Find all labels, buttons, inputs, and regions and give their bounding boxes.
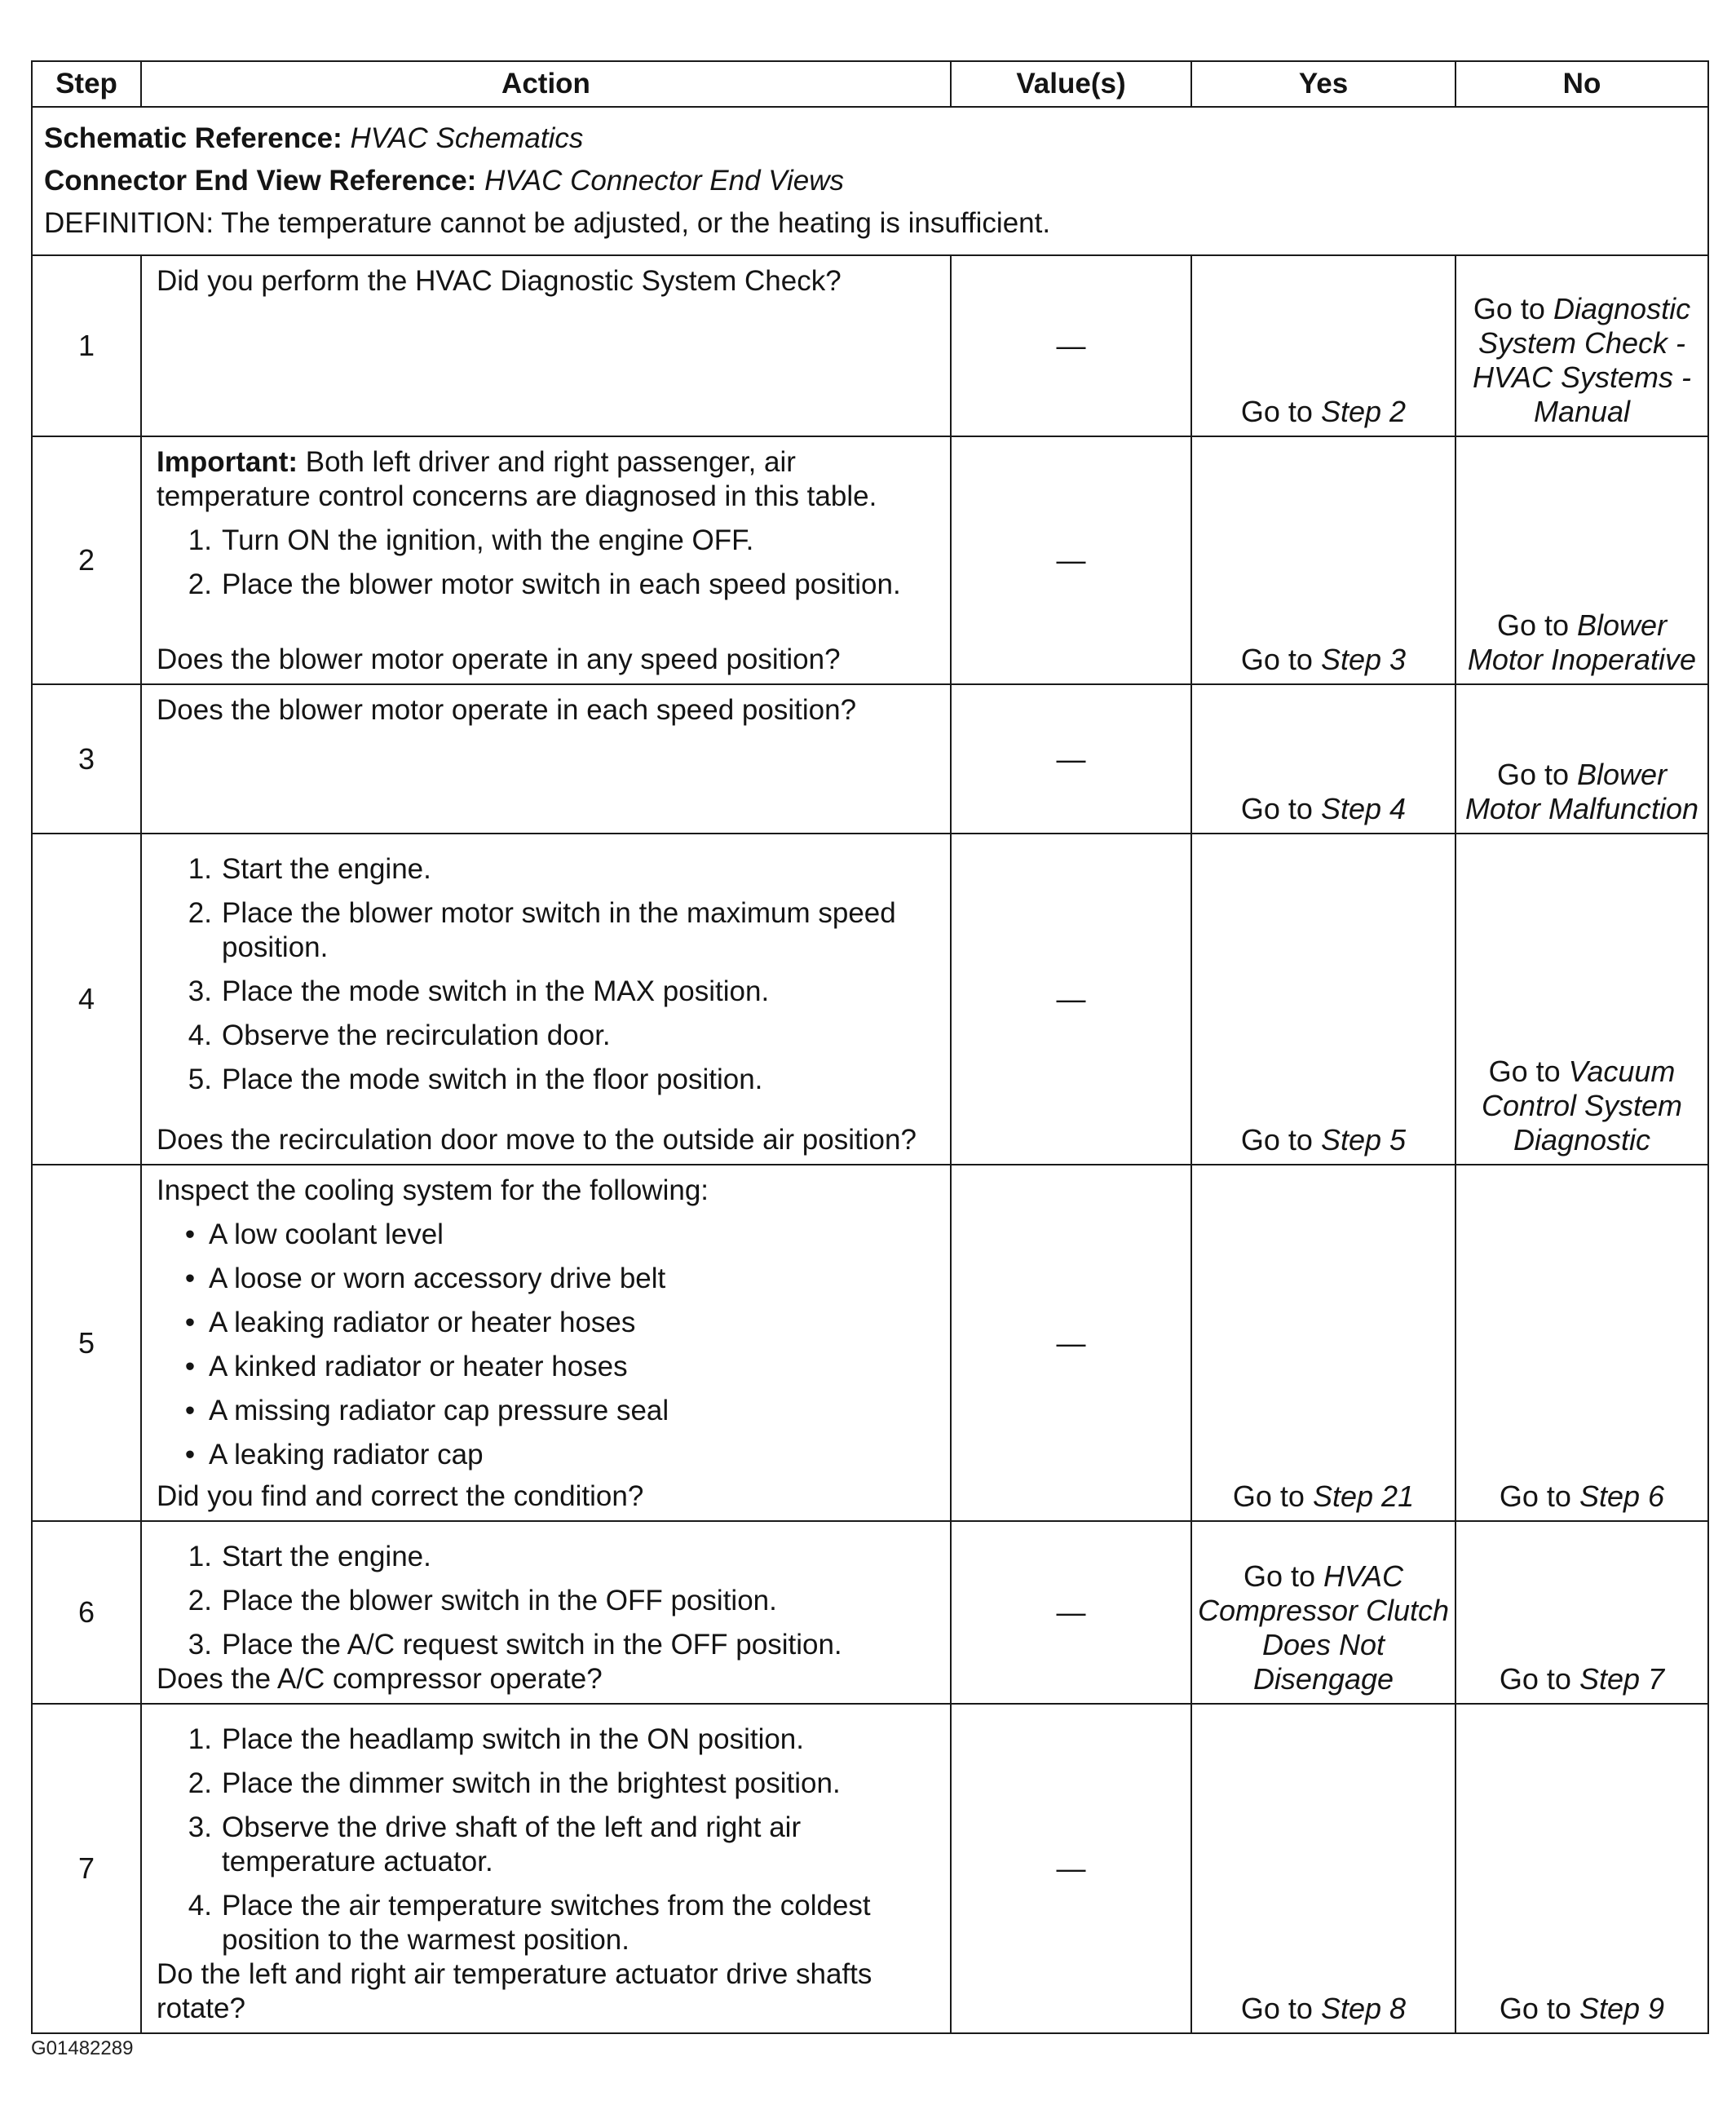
- numbered-step: [157, 852, 940, 887]
- action-question: Did you find and correct the condition?: [157, 1480, 644, 1512]
- yes-target: Step 3: [1320, 643, 1407, 676]
- no-cell: [1456, 684, 1708, 834]
- numbered-step: [157, 1811, 940, 1879]
- step-number: 2: [32, 436, 141, 684]
- item-marker: 4.: [188, 1890, 212, 1922]
- bullet-item: [157, 1218, 940, 1252]
- item-text: Place the headlamp switch in the ON position.: [222, 1723, 804, 1755]
- no-cell: [1456, 834, 1708, 1165]
- yes-prefix: Go to: [1240, 1992, 1313, 2025]
- no-target: Vacuum Control System Diagnostic: [1481, 1055, 1683, 1157]
- header-values: Value(s): [951, 61, 1191, 107]
- no-target: Blower Motor Malfunction: [1464, 758, 1699, 825]
- action-cell: [141, 1165, 951, 1521]
- yes-cell: [1191, 255, 1456, 436]
- header-action: Action: [141, 61, 951, 107]
- action-intro: Inspect the cooling system for the following:: [157, 1174, 709, 1206]
- no-target: Step 6: [1579, 1479, 1665, 1513]
- item-text: Place the blower motor switch in the maximum speed position.: [222, 897, 896, 963]
- item-marker: 1.: [188, 1723, 212, 1755]
- step-row: [32, 1165, 1708, 1521]
- value-cell: —: [951, 1521, 1191, 1704]
- value-cell: —: [951, 684, 1191, 834]
- no-prefix: Go to: [1499, 1662, 1571, 1696]
- connector-reference-value: HVAC Connector End Views: [484, 165, 845, 197]
- action-cell: [141, 255, 951, 436]
- yes-target: Step 5: [1320, 1123, 1407, 1157]
- step-number: 6: [32, 1521, 141, 1704]
- yes-target: HVAC Compressor Clutch Does Not Disengage: [1197, 1559, 1450, 1696]
- step-number: 3: [32, 684, 141, 834]
- item-text: Place the mode switch in the MAX position.: [222, 975, 770, 1007]
- no-cell: [1456, 1165, 1708, 1521]
- reference-cell: [32, 107, 1708, 255]
- no-target: Step 9: [1579, 1992, 1665, 2025]
- schematic-reference-value: HVAC Schematics: [350, 122, 584, 154]
- item-marker: 1.: [188, 1541, 212, 1572]
- connector-reference: [44, 160, 1696, 202]
- item-text: A loose or worn accessory drive belt: [209, 1263, 666, 1294]
- step-number: 7: [32, 1704, 141, 2033]
- yes-target: Step 8: [1320, 1992, 1407, 2025]
- yes-prefix: Go to: [1240, 643, 1313, 676]
- numbered-step: [157, 975, 940, 1009]
- item-text: Place the blower motor switch in each speed position.: [222, 568, 901, 600]
- no-prefix: Go to: [1496, 758, 1569, 791]
- item-marker: 2.: [188, 1767, 212, 1799]
- numbered-step: [157, 1889, 940, 1957]
- numbered-step: [157, 1628, 940, 1662]
- item-text: Observe the recirculation door.: [222, 1019, 611, 1051]
- step-row: [32, 684, 1708, 834]
- yes-cell: [1191, 1521, 1456, 1704]
- item-text: Start the engine.: [222, 1541, 431, 1572]
- yes-target: Step 21: [1312, 1479, 1415, 1513]
- no-cell: [1456, 1521, 1708, 1704]
- item-text: Place the blower switch in the OFF position.: [222, 1585, 777, 1616]
- header-yes: Yes: [1191, 61, 1456, 107]
- item-marker: 4.: [188, 1019, 212, 1051]
- important-text: Both left driver and right passenger, air temperature control concerns are diagnosed in this table.: [157, 446, 877, 512]
- item-marker: 2.: [188, 1585, 212, 1616]
- header-no: No: [1456, 61, 1708, 107]
- item-marker: 2.: [188, 897, 212, 929]
- action-cell: [141, 684, 951, 834]
- numbered-step: [157, 1540, 940, 1574]
- item-text: Place the mode switch in the floor position.: [222, 1064, 763, 1095]
- item-text: A leaking radiator or heater hoses: [209, 1307, 636, 1338]
- numbered-step: [157, 524, 940, 558]
- item-text: Turn ON the ignition, with the engine OFF.: [222, 524, 754, 556]
- yes-prefix: Go to: [1240, 1123, 1313, 1157]
- no-cell: [1456, 436, 1708, 684]
- action-cell: [141, 1521, 951, 1704]
- yes-prefix: Go to: [1240, 395, 1313, 428]
- yes-cell: [1191, 436, 1456, 684]
- important-note: [157, 445, 940, 514]
- action-question: Does the blower motor operate in any speed position?: [157, 643, 841, 675]
- figure-id: G01482289: [31, 2037, 134, 2059]
- value-cell: —: [951, 834, 1191, 1165]
- item-marker: 1.: [188, 524, 212, 556]
- value-cell: —: [951, 1165, 1191, 1521]
- action-body: [157, 1713, 940, 1957]
- yes-prefix: Go to: [1232, 1479, 1305, 1513]
- yes-prefix: Go to: [1240, 792, 1313, 825]
- item-text: A low coolant level: [209, 1218, 444, 1250]
- action-body: [157, 693, 940, 728]
- item-marker: 1.: [188, 853, 212, 885]
- numbered-step: [157, 1723, 940, 1757]
- item-marker: 5.: [188, 1064, 212, 1095]
- no-cell: [1456, 1704, 1708, 2033]
- step-number: 5: [32, 1165, 141, 1521]
- yes-prefix: Go to: [1243, 1559, 1315, 1593]
- item-text: A kinked radiator or heater hoses: [209, 1351, 628, 1382]
- item-text: Start the engine.: [222, 853, 431, 885]
- value-cell: —: [951, 436, 1191, 684]
- no-prefix: Go to: [1499, 1992, 1571, 2025]
- schematic-reference-label: Schematic Reference:: [44, 122, 342, 154]
- step-number: 4: [32, 834, 141, 1165]
- item-text: Place the dimmer switch in the brightest position.: [222, 1767, 841, 1799]
- step-row: [32, 255, 1708, 436]
- no-prefix: Go to: [1499, 1479, 1571, 1513]
- action-content: [157, 843, 940, 1157]
- no-target: Diagnostic System Check - HVAC Systems - Manual: [1472, 292, 1692, 428]
- action-cell: [141, 436, 951, 684]
- bullet-item: [157, 1306, 940, 1340]
- yes-target: Step 2: [1320, 395, 1407, 428]
- action-question: Do the left and right air temperature actuator drive shafts rotate?: [157, 1958, 872, 2024]
- yes-cell: [1191, 834, 1456, 1165]
- action-body: [157, 1174, 940, 1472]
- item-marker: •: [184, 1263, 196, 1294]
- yes-target: Step 4: [1320, 792, 1407, 825]
- action-intro: Does the blower motor operate in each speed position?: [157, 694, 857, 726]
- numbered-step: [157, 1584, 940, 1618]
- item-marker: 2.: [188, 568, 212, 600]
- step-row: [32, 1704, 1708, 2033]
- action-intro: Did you perform the HVAC Diagnostic System Check?: [157, 265, 841, 297]
- bullet-item: [157, 1262, 940, 1296]
- numbered-step: [157, 896, 940, 965]
- action-question: Does the A/C compressor operate?: [157, 1663, 603, 1695]
- bullet-item: [157, 1350, 940, 1384]
- item-marker: 3.: [188, 1629, 212, 1661]
- header-row: [32, 61, 1708, 107]
- important-label: Important:: [157, 446, 298, 478]
- action-body: [157, 1530, 940, 1662]
- no-cell: [1456, 255, 1708, 436]
- yes-cell: [1191, 1165, 1456, 1521]
- action-content: [157, 1530, 940, 1696]
- item-text: A missing radiator cap pressure seal: [209, 1395, 669, 1426]
- item-text: A leaking radiator cap: [209, 1439, 484, 1471]
- value-cell: —: [951, 255, 1191, 436]
- connector-reference-label: Connector End View Reference:: [44, 165, 477, 197]
- definition-text: DEFINITION: The temperature cannot be adjusted, or the heating is insufficient.: [44, 207, 1051, 239]
- action-content: [157, 693, 940, 826]
- item-text: Place the air temperature switches from the coldest position to the warmest position.: [222, 1890, 871, 1956]
- item-marker: •: [184, 1351, 196, 1382]
- value-cell: —: [951, 1704, 1191, 2033]
- no-target: Blower Motor Inoperative: [1467, 608, 1697, 676]
- item-marker: •: [184, 1218, 196, 1250]
- action-body: [157, 843, 940, 1097]
- action-content: [157, 1174, 940, 1514]
- numbered-step: [157, 1019, 940, 1053]
- no-target: Step 7: [1579, 1662, 1665, 1696]
- step-number: 1: [32, 255, 141, 436]
- action-cell: [141, 834, 951, 1165]
- step-row: [32, 436, 1708, 684]
- bullet-item: [157, 1438, 940, 1472]
- diagnostic-table: [31, 60, 1709, 2034]
- item-marker: 3.: [188, 1811, 212, 1843]
- item-text: Observe the drive shaft of the left and right air temperature actuator.: [222, 1811, 802, 1877]
- bullet-item: [157, 1394, 940, 1428]
- action-content: [157, 264, 940, 429]
- numbered-step: [157, 568, 940, 602]
- no-prefix: Go to: [1473, 292, 1545, 325]
- action-content: [157, 1713, 940, 2026]
- numbered-step: [157, 1063, 940, 1097]
- action-body: [157, 445, 940, 602]
- action-content: [157, 445, 940, 677]
- item-text: Place the A/C request switch in the OFF position.: [222, 1629, 842, 1661]
- header-step: Step: [32, 61, 141, 107]
- action-cell: [141, 1704, 951, 2033]
- numbered-step: [157, 1767, 940, 1801]
- no-prefix: Go to: [1496, 608, 1569, 642]
- step-row: [32, 1521, 1708, 1704]
- item-marker: •: [184, 1395, 196, 1426]
- yes-cell: [1191, 684, 1456, 834]
- item-marker: •: [184, 1439, 196, 1471]
- item-marker: 3.: [188, 975, 212, 1007]
- action-question: Does the recirculation door move to the outside air position?: [157, 1124, 917, 1156]
- schematic-reference: [44, 117, 1696, 160]
- yes-cell: [1191, 1704, 1456, 2033]
- item-marker: •: [184, 1307, 196, 1338]
- action-body: [157, 264, 940, 299]
- step-row: [32, 834, 1708, 1165]
- no-prefix: Go to: [1488, 1055, 1561, 1088]
- reference-row: [32, 107, 1708, 255]
